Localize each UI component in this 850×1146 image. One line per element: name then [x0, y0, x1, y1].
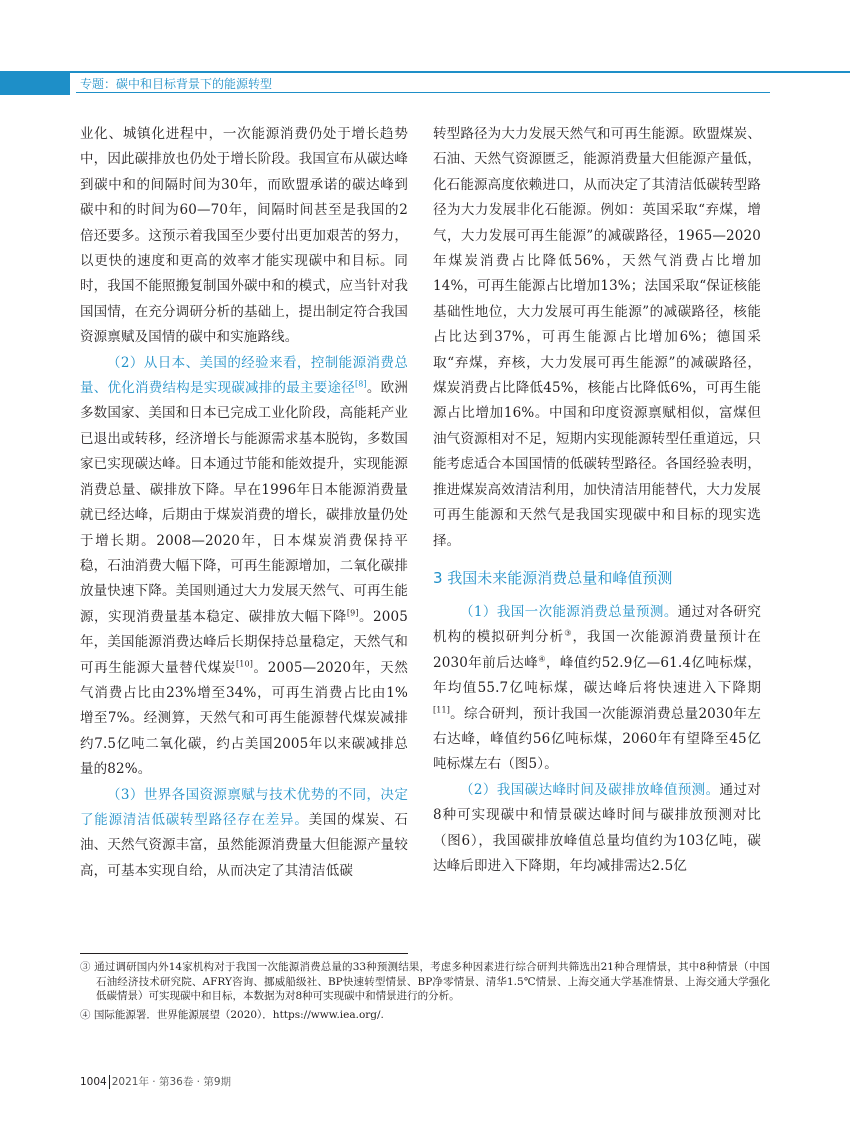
point-3-heading: （3）世界各国资源禀赋与技术优势的不同，决定了能源清洁低碳转型路径存在差异。 [80, 786, 408, 828]
journal-issue: 2021年 · 第36卷 · 第9期 [111, 1076, 232, 1088]
footnotes [80, 960, 770, 1026]
footnote-4: ④ 国际能源署．世界能源展望（2020）．https://www.iea.org/. [80, 1008, 384, 1021]
point-2-heading: （2）从日本、美国的经验来看，控制能源消费总量、优化消费结构是实现碳减排的最主要途径 [80, 354, 408, 397]
left-column [80, 122, 408, 884]
right-column [433, 122, 761, 879]
footnote-rule [80, 953, 408, 954]
page-number: 1004 [80, 1076, 107, 1088]
header-rule [0, 71, 850, 73]
left-paragraph-2: （2）从日本、美国的经验来看，控制能源消费总量、优化消费结构是实现碳减排的最主要途径[8]。欧洲多数国家、美国和日本已完成工业化阶段，高能耗产业已退出或转移，经济增长与能源需求基本脱钩，多数国家已实现碳达峰。日本通过节能和能效提升，实现能源消费总量、碳排放下降。早在1996年日本能源消费量就已经达峰，后期由于煤炭消费的增长，碳排放量仍处于增长期。2008—2020年，日本煤炭消费保持平稳，石油消费大幅下降，可再生能源增加，二氧化碳排放量快速下降。美国则通过大力发展天然气、可再生能源，实现消费量基本稳定、碳排放大幅下降[9]。2005年，美国能源消费达峰后长期保持总量稳定，天然气和可再生能源大量替代煤炭[10]。2005—2020年，天然气消费占比由23%增至34%，可再生消费占比由1%增至7%。经测算，天然气和可再生能源替代煤炭减排约7.5亿吨二氧化碳，约占美国2005年以来碳减排总量的82%。 [80, 354, 409, 778]
header-underline [76, 92, 770, 93]
citation-10[interactable]: [10] [235, 659, 253, 669]
page-footer [80, 1074, 231, 1089]
left-paragraph-1: 业化、城镇化进程中，一次能源消费仍处于增长趋势中，因此碳排放也仍处于增长阶段。我国宣布从碳达峰到碳中和的间隔时间为30年，而欧盟承诺的碳达峰到碳中和的时间为60—70年，间隔时间甚至是我国的2倍还要多。这预示着我国至少要付出更加艰苦的努力，以更快的速度和更高的效率才能实现碳中和目标。同时，我国不能照搬复制国外碳中和的模式，应当针对我国国情，在充分调研分析的基础上，提出制定符合我国资源禀赋及国情的碳中和实施路线。 [80, 126, 408, 346]
header-color-block [0, 71, 70, 95]
footnote-3: ③ 通过调研国内外14家机构对于我国一次能源消费总量的33种预测结果，考虑多种因素进行综合研判共筛选出21种合理情景，其中8种情景（中国石油经济技术研究院、AFRY咨询、挪威船级社、BP快速转型情景、BP净零情景、清华1.5℃情景、上海交通大学基准情景、上海交通大学强化低碳情景）可实现碳中和目标，本数据为对8种可实现碳中和情景进行的分析。 [80, 961, 770, 1002]
running-header-title: 专题：碳中和目标背景下的能源转型 [80, 77, 273, 91]
subpoint-2-heading: （2）我国碳达峰时间及碳排放峰值预测。 [460, 781, 720, 798]
right-paragraph-1: 转型路径为大力发展天然气和可再生能源。欧盟煤炭、石油、天然气资源匮乏，能源消费量大但能源产量低，化石能源高度依赖进口，从而决定了其清洁低碳转型路径为大力发展非化石能源。例如：英国采取“弃煤，增气，大力发展可再生能源”的减碳路径，1965—2020年煤炭消费占比降低56%，天然气消费占比增加14%，可再生能源占比增加13%；法国采取“保证核能基础性地位，大力发展可再生能源”的减碳路径，核能占比达到37%，可再生能源占比增加6%；德国采取“弃煤，弃核，大力发展可再生能源”的减碳路径，煤炭消费占比降低45%，核能占比降低6%，可再生能源占比增加16%。中国和印度资源禀赋相似，富煤但油气资源相对不足，短期内实现能源转型任重道远，只能考虑适合本国国情的低碳转型路径。各国经验表明，推进煤炭高效清洁利用，加快清洁用能替代，大力发展可再生能源和天然气是我国实现碳中和目标的现实选择。 [433, 126, 761, 549]
citation-11[interactable]: [11] [433, 705, 451, 715]
footer-divider [109, 1075, 110, 1089]
citation-8[interactable]: [8] [354, 379, 367, 389]
section-3-heading: 3 我国未来能源消费总量和峰值预测 [433, 568, 673, 587]
citation-9[interactable]: [9] [346, 608, 359, 618]
footnote-ref-3[interactable]: ③ [564, 628, 573, 638]
right-paragraph-3: （2）我国碳达峰时间及碳排放峰值预测。通过对8种可实现碳中和情景碳达峰时间与碳排放预测对比（图6），我国碳排放峰值总量均值约为103亿吨，碳达峰后即进入下降期，年均减排需达2.5亿 [433, 781, 761, 874]
left-paragraph-3: （3）世界各国资源禀赋与技术优势的不同，决定了能源清洁低碳转型路径存在差异。美国的煤炭、石油、天然气资源丰富，虽然能源消费量大但能源产量较高，可基本实现自给，从而决定了其清洁低碳 [80, 786, 408, 879]
footnote-ref-4[interactable]: ④ [538, 654, 546, 664]
right-paragraph-2: （1）我国一次能源消费总量预测。通过对各研究机构的模拟研判分析③，我国一次能源消费量预计在2030年前后达峰④，峰值约52.9亿—61.4亿吨标煤，年均值55.7亿吨标煤，碳达峰后将快速进入下降期[11]。综合研判，预计我国一次能源消费总量2030年左右达峰，峰值约56亿吨标煤，2060年有望降至45亿吨标煤左右（图5）。 [433, 603, 761, 773]
subpoint-1-heading: （1）我国一次能源消费总量预测。 [460, 603, 678, 620]
